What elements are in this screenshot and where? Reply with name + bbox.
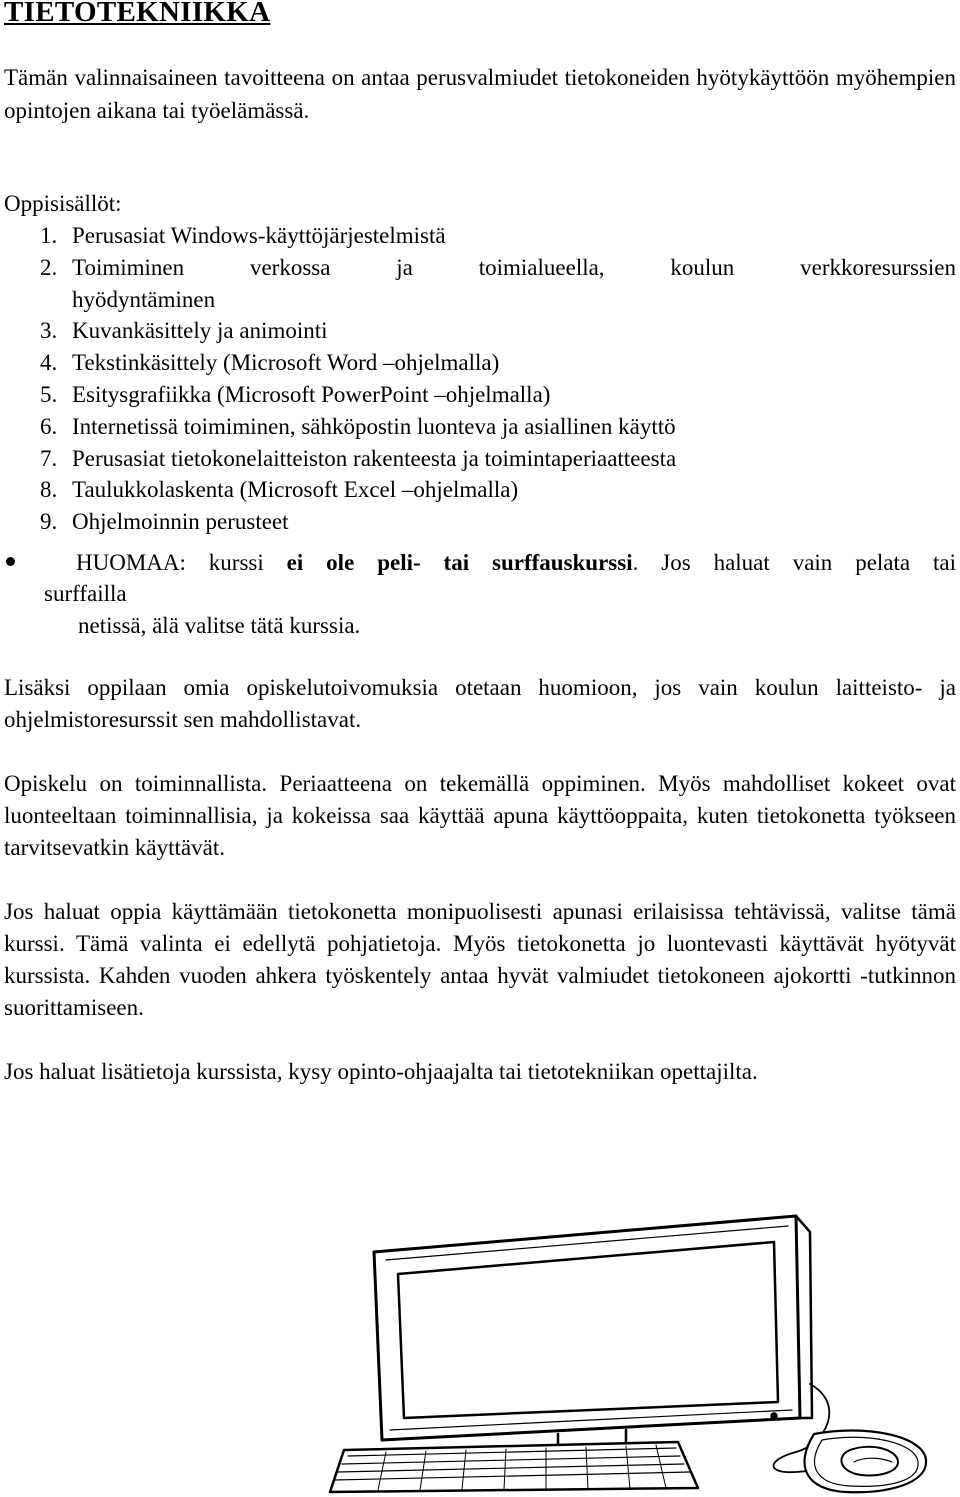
paragraph-choose-course: Jos haluat oppia käyttämään tietokonetta monipuolisesti apunasi erilaisissa tehtävissä, valitse tämä kurssi. Tämä valinta ei edellytä pohjatietoja. Myös tietokonetta jo luontevasti käyttävät hyötyvät kurssista. Kahden vuoden ahkera työskentely antaa hyvät valmiudet tietokoneen ajokortti -tutkinnon suorittamiseen. bbox=[4, 899, 956, 1020]
note-line-2: surffailla bbox=[44, 581, 127, 606]
list-item bbox=[40, 252, 956, 284]
intro-paragraph: Tämän valinnaisaineen tavoitteena on antaa perusvalmiudet tietokoneiden hyötykäyttöön myöhempien opintojen aikana tai työelämässä. bbox=[4, 65, 956, 123]
note-emphasis: ei ole peli- tai surffauskurssi bbox=[286, 550, 633, 575]
paragraph-studying: Opiskelu on toiminnallista. Periaatteena on tekemällä oppiminen. Myös mahdolliset kokeet ovat luonteeltaan toiminnallisia, ja kokeissa saa käyttää apuna käyttöoppaita, kuten tietokonetta työkseen tarvitsevatkin käyttävät. bbox=[4, 771, 956, 860]
list-item bbox=[40, 506, 956, 538]
bullet-icon bbox=[6, 557, 15, 566]
list-item bbox=[40, 443, 956, 475]
list-item-number: 1. bbox=[40, 223, 58, 248]
note-line-1 bbox=[76, 547, 956, 578]
list-item-number: 6. bbox=[40, 413, 58, 439]
contents-heading: Oppisisällöt: bbox=[4, 191, 122, 216]
list-item-number: 2. bbox=[40, 254, 58, 280]
list-item-number: 9. bbox=[40, 509, 58, 535]
list-item-number: 3. bbox=[40, 318, 58, 344]
list-item-text: Tekstinkäsittely (Microsoft Word –ohjelmalla) bbox=[72, 350, 500, 376]
list-item-number: 4. bbox=[40, 350, 58, 376]
list-item-text: Perusasiat Windows-käyttöjärjestelmistä bbox=[72, 223, 446, 248]
list-item bbox=[40, 474, 956, 506]
list-item-continuation bbox=[40, 284, 956, 316]
computer-illustration bbox=[326, 1204, 930, 1494]
list-item-text: Perusasiat tietokonelaitteiston rakenteesta ja toimintaperiaatteesta bbox=[72, 445, 677, 471]
list-item bbox=[40, 220, 956, 252]
note-suffix: . Jos haluat vain pelata tai bbox=[632, 550, 957, 575]
list-item-number: 5. bbox=[40, 381, 58, 407]
list-item-number: 7. bbox=[40, 445, 58, 471]
list-item-text: Toimiminen verkossa ja toimialueella, koulun verkkoresurssien bbox=[72, 254, 956, 280]
contents-list bbox=[40, 220, 956, 538]
list-item bbox=[40, 347, 956, 379]
list-item-text: hyödyntäminen bbox=[72, 286, 216, 312]
list-item-text: Ohjelmoinnin perusteet bbox=[72, 509, 289, 535]
paragraph-resources: Lisäksi oppilaan omia opiskelutoivomuksia otetaan huomioon, jos vain koulun laitteisto- ja ohjelmistoresurssit sen mahdollistavat. bbox=[4, 675, 956, 732]
list-item bbox=[40, 379, 956, 411]
list-item bbox=[40, 411, 956, 443]
list-item-text: Esitysgrafiikka (Microsoft PowerPoint –ohjelmalla) bbox=[72, 381, 551, 407]
note-prefix: HUOMAA: kurssi bbox=[76, 550, 287, 575]
list-item-text: Kuvankäsittely ja animointi bbox=[72, 318, 328, 344]
page-title: TIETOTEKNIIKKA bbox=[4, 0, 271, 28]
paragraph-more-info: Jos haluat lisätietoja kurssista, kysy opinto-ohjaajalta tai tietotekniikan opettajilta. bbox=[4, 1059, 758, 1084]
list-item-number: 8. bbox=[40, 477, 58, 503]
list-item-text: Internetissä toimiminen, sähköpostin luonteva ja asiallinen käyttö bbox=[72, 413, 676, 439]
mouse bbox=[841, 1447, 898, 1476]
monitor bbox=[374, 1216, 812, 1440]
note-line-3: netissä, älä valitse tätä kurssia. bbox=[78, 613, 361, 638]
list-item bbox=[40, 315, 956, 347]
keyboard bbox=[330, 1442, 698, 1492]
list-item-text: Taulukkolaskenta (Microsoft Excel –ohjelmalla) bbox=[72, 477, 519, 503]
